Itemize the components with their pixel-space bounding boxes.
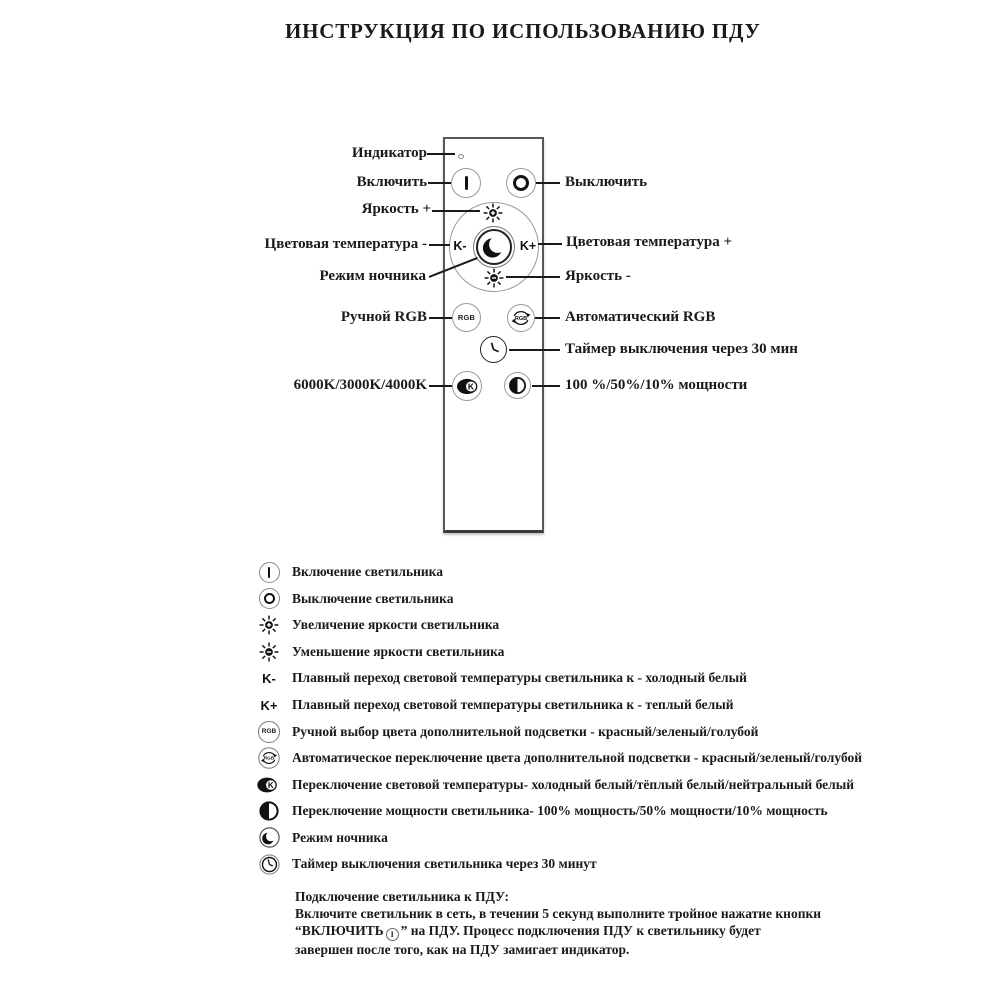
pairing-line-1: Включите светильник в сеть, в течении 5 секунд выполните тройное нажатие кнопки (295, 906, 822, 921)
label-power-on: Включить (356, 174, 427, 190)
power-on-icon (252, 562, 286, 583)
svg-text:RGB: RGB (514, 315, 528, 322)
leader-manual-rgb (429, 317, 452, 319)
legend-row-power-level: Переключение мощности светильника- 100% мощность/50% мощности/10% мощность (252, 798, 862, 825)
legend-row-k-minus: K- Плавный переход световой температуры светильника к - холодный белый (252, 665, 862, 692)
color-temp-toggle-icon (252, 776, 286, 794)
legend-row-color-temp-toggle: K Переключение световой температуры- холодный белый/тёплый белый/нейтральный белый (252, 771, 862, 798)
label-power-levels: 100 %/50%/10% мощности (565, 377, 748, 393)
rgb-icon: RGB (252, 721, 286, 743)
pairing-heading: Подключение светильника к ПДУ: (295, 889, 510, 904)
label-color-presets: 6000K/3000K/4000K (293, 377, 427, 393)
moon-icon (478, 231, 510, 263)
power-level-button[interactable] (504, 372, 531, 399)
pairing-instructions (295, 888, 895, 958)
svg-text:K: K (267, 780, 274, 790)
rgb-cycle-icon (508, 305, 534, 331)
power-on-button[interactable] (451, 168, 481, 198)
legend-row-brightness-minus: Уменьшение яркости светильника (252, 639, 862, 666)
leader-color-temp-plus (538, 243, 562, 245)
power-level-icon (252, 800, 286, 822)
label-timer: Таймер выключения через 30 мин (565, 341, 798, 357)
power-off-icon (252, 588, 286, 609)
legend-row-brightness-plus: Увеличение яркости светильника (252, 612, 862, 639)
leader-power-on (428, 182, 451, 184)
timer-button[interactable] (480, 336, 507, 363)
power-off-o-icon (513, 175, 529, 191)
leader-brightness-plus (432, 210, 480, 212)
legend-list (252, 559, 862, 878)
color-temp-minus-button[interactable]: K- (453, 239, 467, 253)
legend-row-k-plus: K+ Плавный переход световой температуры светильника к - теплый белый (252, 692, 862, 719)
brightness-plus-button[interactable] (482, 202, 504, 224)
rgb-label: RGB (457, 313, 476, 322)
indicator-led (458, 154, 464, 159)
svg-text:K: K (467, 380, 474, 391)
night-mode-button[interactable] (476, 229, 512, 265)
label-auto-rgb: Автоматический RGB (565, 309, 716, 325)
brightness-plus-icon (252, 614, 286, 636)
power-on-inline-icon: I (386, 928, 399, 941)
leader-color-temp-minus (429, 244, 450, 246)
auto-rgb-button[interactable] (507, 304, 535, 332)
brightness-minus-button[interactable] (483, 267, 505, 289)
leader-brightness-minus (506, 276, 560, 278)
k-plus-glyph: K+ (260, 697, 278, 713)
label-brightness-plus: Яркость + (361, 201, 431, 217)
svg-text:RGB: RGB (263, 755, 275, 761)
label-color-temp-plus: Цветовая температура + (566, 234, 732, 250)
legend-row-auto-rgb: RGB Автоматическое переключение цвета дополнительной подсветки - красный/зеленый/голубой (252, 745, 862, 772)
color-temp-toggle-button[interactable] (452, 371, 482, 401)
sun-plus-icon (482, 202, 504, 224)
pairing-line-3: завершен после того, как на ПДУ замигает индикатор. (295, 942, 630, 957)
legend-row-rgb: RGB Ручной выбор цвета дополнительной подсветки - красный/зеленый/голубой (252, 718, 862, 745)
color-temp-plus-button[interactable]: K+ (519, 239, 537, 253)
auto-rgb-icon (252, 747, 286, 769)
power-off-button[interactable] (506, 168, 536, 198)
leader-timer (509, 349, 560, 351)
sun-minus-icon (483, 267, 505, 289)
label-color-temp-minus: Цветовая температура - (264, 236, 427, 252)
label-brightness-minus: Яркость - (565, 268, 631, 284)
leader-color-presets (429, 385, 452, 387)
label-night-mode: Режим ночника (319, 268, 426, 284)
k-minus-glyph: K- (262, 670, 276, 686)
leader-power-levels (532, 385, 560, 387)
night-mode-icon (252, 827, 286, 848)
clock-icon (482, 338, 505, 361)
legend-row-power-off: Выключение светильника (252, 586, 862, 613)
brightness-minus-icon (252, 641, 286, 663)
label-manual-rgb: Ручной RGB (340, 309, 427, 325)
remote-body (443, 137, 544, 533)
legend-row-timer: Таймер выключения светильника через 30 минут (252, 851, 862, 878)
label-indicator: Индикатор (351, 145, 427, 161)
half-circle-icon (506, 374, 529, 397)
page-title: ИНСТРУКЦИЯ ПО ИСПОЛЬЗОВАНИЮ ПДУ (285, 19, 761, 43)
pairing-line-2: “ВКЛЮЧИТЬ I ” на ПДУ. Процесс подключения ПДУ к светильнику будет (295, 923, 761, 939)
leader-auto-rgb (535, 317, 560, 319)
power-on-bar-icon (465, 176, 468, 190)
legend-row-power-on: Включение светильника (252, 559, 862, 586)
timer-icon (252, 854, 286, 875)
leader-power-off (536, 182, 560, 184)
label-power-off: Выключить (565, 174, 648, 190)
manual-rgb-button[interactable] (452, 303, 481, 332)
moon-k-icon (454, 373, 481, 400)
legend-row-night-mode: Режим ночника (252, 824, 862, 851)
leader-indicator (427, 153, 455, 155)
